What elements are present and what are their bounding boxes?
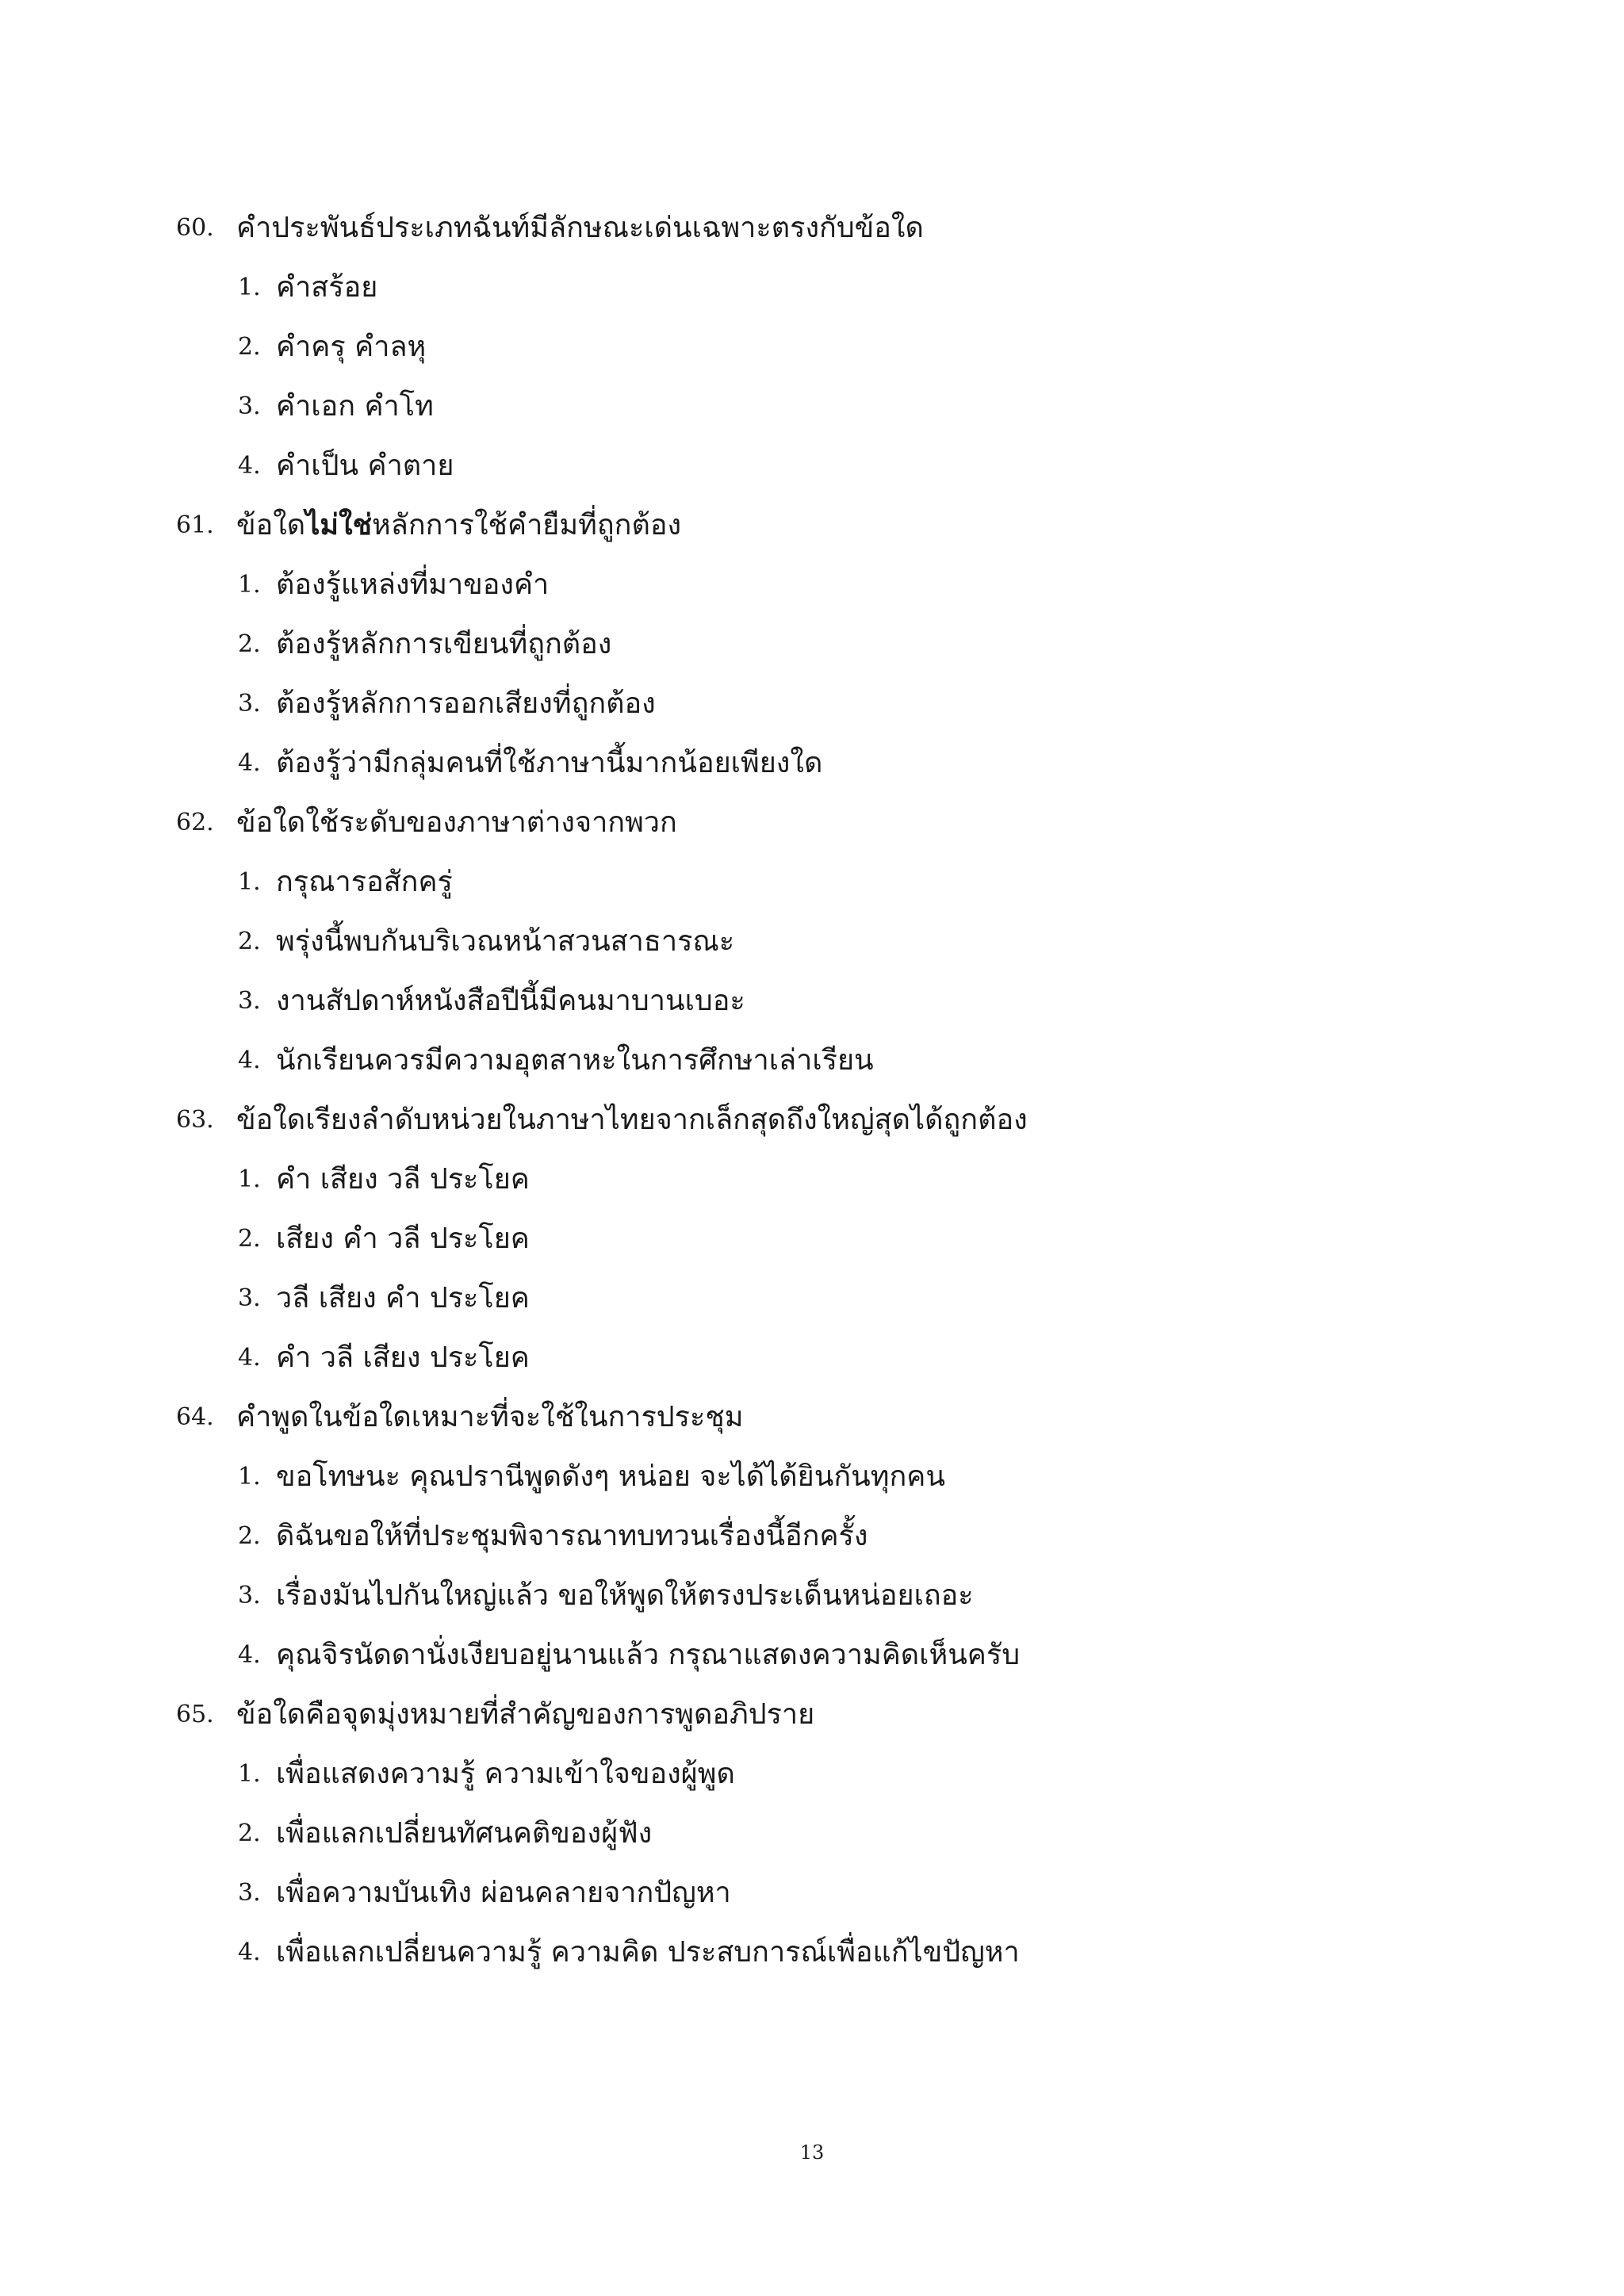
question-number: 60. [176, 214, 214, 242]
answer-option [176, 1269, 1484, 1328]
question-text: ข้อใดคือจุดมุ่งหมายที่สำคัญของการพูดอภิปราย [236, 1698, 815, 1731]
question-number: 63. [176, 1106, 214, 1134]
question-number: 64. [176, 1403, 214, 1431]
question-number: 65. [176, 1701, 214, 1728]
answer-option [176, 1625, 1484, 1685]
answer-option [176, 1150, 1484, 1209]
question-number: 61. [176, 511, 214, 539]
option-text: คำเอก คำโท [276, 390, 434, 423]
question-64 [176, 1387, 1484, 1685]
question-list [176, 198, 1484, 1982]
option-number: 2. [238, 1820, 261, 1847]
option-number: 3. [238, 1284, 261, 1312]
option-text: ต้องรู้แหล่งที่มาของคำ [276, 568, 550, 601]
answer-option [176, 1863, 1484, 1923]
answer-option [176, 912, 1484, 971]
option-text: เสียง คำ วลี ประโยค [276, 1223, 530, 1255]
answer-option [176, 1923, 1484, 1982]
question-text-prefix: ข้อใด [236, 509, 306, 541]
answer-option [176, 555, 1484, 614]
answer-option [176, 674, 1484, 733]
option-number: 4. [238, 1344, 261, 1372]
question-stem [176, 198, 1484, 258]
question-number: 62. [176, 809, 214, 836]
option-text: คำครุ คำลหุ [276, 331, 427, 363]
question-text: ข้อใดใช้ระดับของภาษาต่างจากพวก [236, 806, 677, 839]
answer-option [176, 1209, 1484, 1269]
answer-option [176, 1566, 1484, 1625]
answer-option [176, 614, 1484, 674]
option-number: 1. [238, 868, 261, 896]
option-number: 1. [238, 571, 261, 599]
option-text: คุณจิรนัดดานั่งเงียบอยู่นานแล้ว กรุณาแสดงความคิดเห็นครับ [276, 1639, 1021, 1671]
question-stem [176, 496, 1484, 555]
answer-option [176, 1506, 1484, 1566]
answer-option [176, 317, 1484, 377]
answer-option [176, 733, 1484, 793]
option-number: 3. [238, 1879, 261, 1907]
answer-option [176, 852, 1484, 912]
option-text: คำเป็น คำตาย [276, 450, 454, 482]
option-text: ต้องรู้หลักการเขียนที่ถูกต้อง [276, 628, 612, 660]
option-text: เพื่อความบันเทิง ผ่อนคลายจากปัญหา [276, 1877, 731, 1909]
option-number: 4. [238, 452, 261, 480]
option-number: 3. [238, 1582, 261, 1609]
answer-option [176, 1447, 1484, 1506]
answer-option [176, 1328, 1484, 1387]
question-60 [176, 198, 1484, 496]
option-text: ต้องรู้ว่ามีกลุ่มคนที่ใช้ภาษานี้มากน้อยเพียงใด [276, 747, 823, 779]
answer-option [176, 436, 1484, 496]
question-62 [176, 793, 1484, 1090]
option-text: คำ เสียง วลี ประโยค [276, 1163, 530, 1196]
option-text: คำ วลี เสียง ประโยค [276, 1341, 530, 1374]
question-text: คำพูดในข้อใดเหมาะที่จะใช้ในการประชุม [236, 1401, 744, 1433]
answer-option [176, 377, 1484, 436]
question-text-suffix: หลักการใช้คำยืมที่ถูกต้อง [372, 509, 682, 541]
question-text-emphasis: ไม่ใช่ [305, 508, 373, 541]
option-number: 3. [238, 987, 261, 1015]
option-number: 3. [238, 392, 261, 420]
option-text: คำสร้อย [276, 271, 378, 304]
answer-option [176, 1744, 1484, 1804]
option-text: นักเรียนควรมีความอุตสาหะในการศึกษาเล่าเรียน [276, 1044, 874, 1077]
question-text: คำประพันธ์ประเภทฉันท์มีลักษณะเด่นเฉพาะตรงกับข้อใด [236, 212, 924, 244]
option-number: 2. [238, 1225, 261, 1253]
option-number: 2. [238, 333, 261, 361]
option-text: เรื่องมันไปกันใหญ่แล้ว ขอให้พูดให้ตรงประเด็นหน่อยเถอะ [276, 1579, 974, 1612]
option-number: 2. [238, 928, 261, 955]
option-number: 3. [238, 690, 261, 718]
option-text: ขอโทษนะ คุณปรานีพูดดังๆ หน่อย จะได้ได้ยินกันทุกคน [276, 1460, 945, 1493]
option-number: 4. [238, 1938, 261, 1966]
option-number: 4. [238, 749, 261, 777]
option-number: 1. [238, 1165, 261, 1193]
option-text: เพื่อแลกเปลี่ยนทัศนคติของผู้ฟัง [276, 1817, 653, 1850]
option-number: 1. [238, 1463, 261, 1490]
question-stem [176, 1387, 1484, 1447]
question-63 [176, 1090, 1484, 1387]
option-number: 1. [238, 1760, 261, 1788]
option-text: งานสัปดาห์หนังสือปีนี้มีคนมาบานเบอะ [276, 985, 745, 1017]
question-stem [176, 793, 1484, 852]
option-text: ดิฉันขอให้ที่ประชุมพิจารณาทบทวนเรื่องนี้อีกครั้ง [276, 1520, 868, 1552]
question-65 [176, 1685, 1484, 1982]
option-text: เพื่อแลกเปลี่ยนความรู้ ความคิด ประสบการณ์เพื่อแก้ไขปัญหา [276, 1936, 1020, 1969]
option-text: ต้องรู้หลักการออกเสียงที่ถูกต้อง [276, 687, 656, 720]
option-number: 1. [238, 274, 261, 301]
question-stem [176, 1090, 1484, 1150]
option-text: กรุณารอสักครู่ [276, 866, 453, 898]
question-stem [176, 1685, 1484, 1744]
question-61 [176, 496, 1484, 793]
answer-option [176, 258, 1484, 317]
option-text: พรุ่งนี้พบกันบริเวณหน้าสวนสาธารณะ [276, 925, 735, 958]
page-number: 13 [799, 2141, 825, 2164]
option-number: 2. [238, 1522, 261, 1550]
option-number: 4. [238, 1047, 261, 1074]
answer-option [176, 1804, 1484, 1863]
option-text: เพื่อแสดงความรู้ ความเข้าใจของผู้พูด [276, 1758, 735, 1790]
question-text: ข้อใดเรียงลำดับหน่วยในภาษาไทยจากเล็กสุดถึงใหญ่สุดได้ถูกต้อง [236, 1104, 1028, 1136]
answer-option [176, 971, 1484, 1031]
option-text: วลี เสียง คำ ประโยค [276, 1282, 530, 1314]
answer-option [176, 1031, 1484, 1090]
option-number: 2. [238, 630, 261, 658]
option-number: 4. [238, 1641, 261, 1669]
